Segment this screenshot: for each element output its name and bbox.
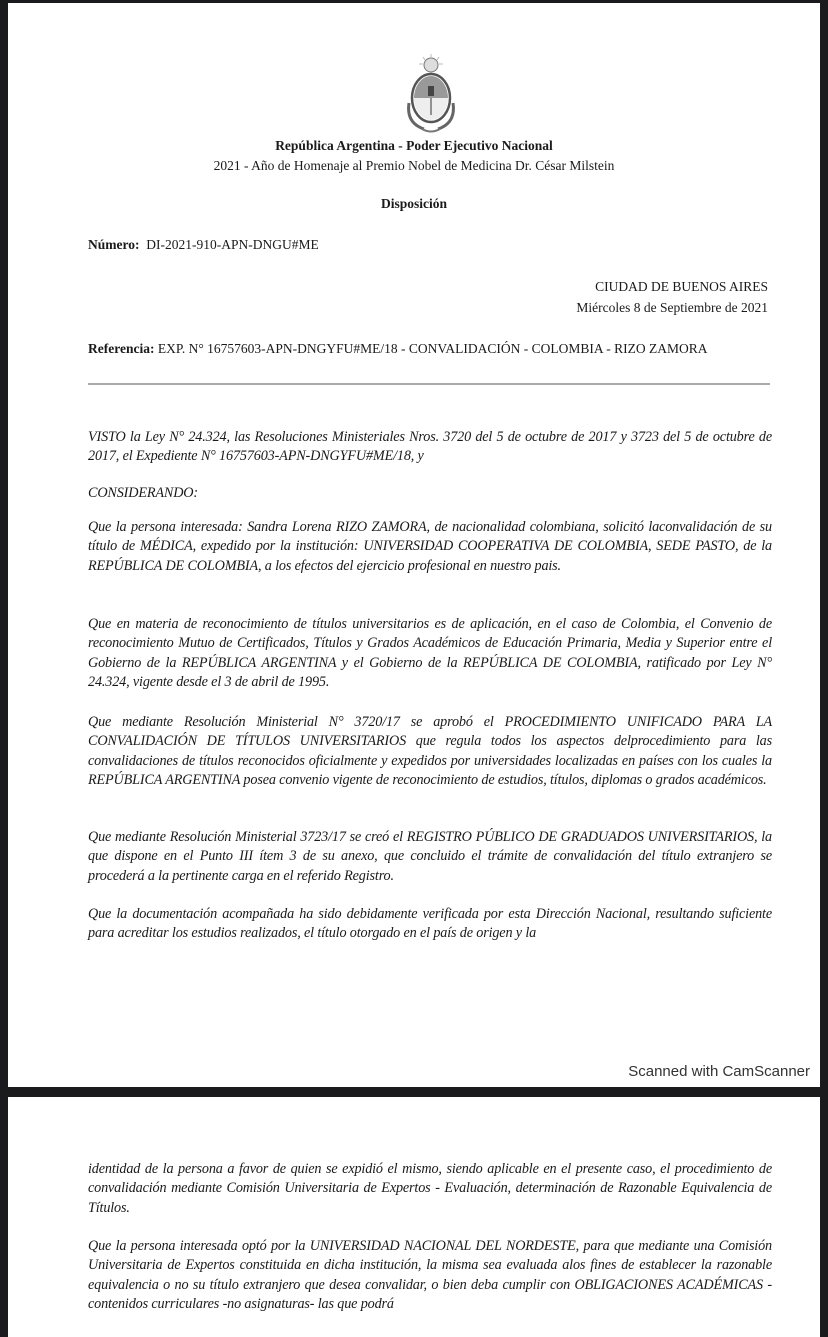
divider <box>88 383 770 385</box>
visto-paragraph: VISTO la Ley N° 24.324, las Resoluciones Ministeriales Nros. 3720 del 5 de octubre de 2017 y 3723 del 5 de octubre de 2017, el Expediente N° 16757603-APN-DNGYFU#ME/18, y <box>88 429 772 465</box>
considerando-heading: CONSIDERANDO: <box>88 485 198 501</box>
header-title: República Argentina - Poder Ejecutivo Nacional <box>275 138 553 153</box>
paragraph: Que mediante Resolución Ministerial 3723/17 se creó el REGISTRO PÚBLICO DE GRADUADOS UNIVERSITARIOS, la que dispone en el Punto III ítem 3 de su anexo, que concluido el trámite de convalidación del título extranjero se procederá a la pertinente carga en el referido Registro. <box>88 829 772 884</box>
reference-label: Referencia: <box>88 341 155 356</box>
document-page-1 <box>8 3 820 1087</box>
document-page-2 <box>8 1097 820 1337</box>
paragraph: Que mediante Resolución Ministerial N° 3720/17 se aprobó el PROCEDIMIENTO UNIFICADO PARA LA CONVALIDACIÓN DE TÍTULOS UNIVERSITARIOS que regula todos los aspectos delprocedimiento para las convalidaciones de títulos reconocidos oficialmente y expedidos por universidades localizadas en países con los cuales la REPÚBLICA ARGENTINA posea convenio vigente de reconocimiento de estudios, títulos, diplomas o grados académicos. <box>88 714 772 789</box>
paragraph: Que en materia de reconocimiento de títulos universitarios es de aplicación, en el caso de Colombia, el Convenio de reconocimiento Mutuo de Certificados, Títulos y Grados Académicos de Educación Primaria, Media y Superior entre el Gobierno de la REPÚBLICA ARGENTINA y el Gobierno de la REPÚBLICA DE COLOMBIA, ratificado por Ley N° 24.324, vigente desde el 3 de abril de 1995. <box>88 616 772 691</box>
location: CIUDAD DE BUENOS AIRES <box>595 279 768 294</box>
paragraph: Que la persona interesada: Sandra Lorena RIZO ZAMORA, de nacionalidad colombiana, solicitó laconvalidación de su título de MÉDICA, expedido por la institución: UNIVERSIDAD COOPERATIVA DE COLOMBIA, SEDE PASTO, de la REPÚBLICA DE COLOMBIA, a los efectos del ejercicio profesional en nuestro pais. <box>88 519 772 574</box>
document-number <box>88 237 319 253</box>
document-number-value: DI-2021-910-APN-DNGU#ME <box>146 237 319 252</box>
document-number-label: Número: <box>88 237 140 252</box>
document-type: Disposición <box>380 196 448 211</box>
paragraph: Que la documentación acompañada ha sido debidamente verificada por esta Dirección Nacional, resultando suficiente para acreditar los estudios realizados, el título otorgado en el país de origen y la <box>88 906 772 942</box>
paragraph: Que la persona interesada optó por la UNIVERSIDAD NACIONAL DEL NORDESTE, para que mediante una Comisión Universitaria de Expertos constituida en dicha institución, la misma sea evaluada alos fines de establecer la razonable equivalencia o no su título extranjero que desea convalidar, o bien deba cumplir con OBLIGACIONES ACADÉMICAS - contenidos curriculares -no asignaturas- las que podrá <box>88 1238 772 1313</box>
date: Miércoles 8 de Septiembre de 2021 <box>576 300 768 315</box>
reference-value: EXP. N° 16757603-APN-DNGYFU#ME/18 - CONVALIDACIÓN - COLOMBIA - RIZO ZAMORA <box>157 341 708 356</box>
header-subtitle: 2021 - Año de Homenaje al Premio Nobel de Medicina Dr. César Milstein <box>213 158 615 173</box>
coat-of-arms-icon <box>404 53 458 135</box>
paragraph: identidad de la persona a favor de quien se expidió el mismo, siendo aplicable en el presente caso, el procedimiento de convalidación mediante Comisión Universitaria de Expertos - Evaluación, determinación de Razonable Equivalencia de Títulos. <box>88 1161 772 1216</box>
camscanner-watermark: Scanned with CamScanner <box>628 1063 810 1080</box>
reference <box>88 339 728 359</box>
